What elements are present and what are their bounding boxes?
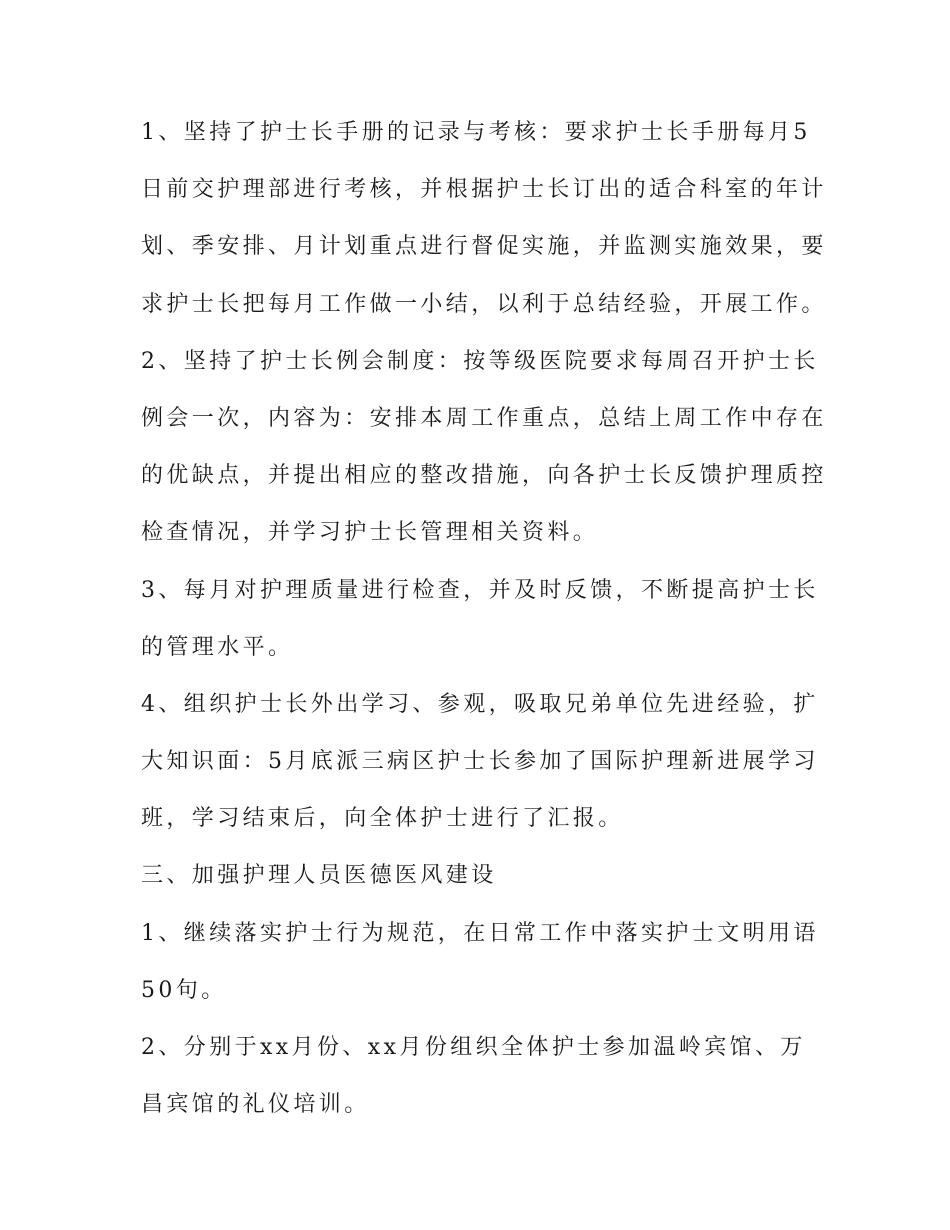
text-line: 4、组织护士长外出学习、参观，吸取兄弟单位先进经验，扩: [141, 691, 819, 717]
text-line: 划、季安排、月计划重点进行督促实施，并监测实施效果，要: [141, 234, 827, 260]
text-line: 的管理水平。: [141, 634, 294, 660]
text-line: 求护士长把每月工作做一小结，以利于总结经验，开展工作。: [141, 291, 827, 317]
text-line: 50句。: [141, 977, 227, 1003]
text-line: 的优缺点，并提出相应的整改措施，向各护士长反馈护理质控: [141, 463, 827, 489]
text-line: 2、坚持了护士长例会制度：按等级医院要求每周召开护士长: [141, 348, 819, 374]
text-line: 2、分别于xx月份、xx月份组织全体护士参加温岭宾馆、万: [141, 1035, 806, 1060]
text-line: 班，学习结束后，向全体护士进行了汇报。: [141, 806, 624, 832]
text-line: 1、坚持了护士长手册的记录与考核：要求护士长手册每月5: [141, 120, 811, 145]
text-line: 昌宾馆的礼仪培训。: [141, 1092, 370, 1118]
text-line: 1、继续落实护士行为规范，在日常工作中落实护士文明用语: [141, 920, 819, 946]
text-line: 检查情况，并学习护士长管理相关资料。: [141, 520, 599, 546]
section-heading: 三、加强护理人员医德医风建设: [141, 863, 497, 889]
document-body: [141, 104, 827, 1133]
text-line: 日前交护理部进行考核，并根据护士长订出的适合科室的年计: [141, 177, 827, 203]
text-line: 3、每月对护理质量进行检查，并及时反馈，不断提高护士长: [141, 577, 819, 603]
text-line: 大知识面：5月底派三病区护士长参加了国际护理新进展学习: [141, 749, 819, 775]
text-line: 例会一次，内容为：安排本周工作重点，总结上周工作中存在: [141, 405, 827, 431]
